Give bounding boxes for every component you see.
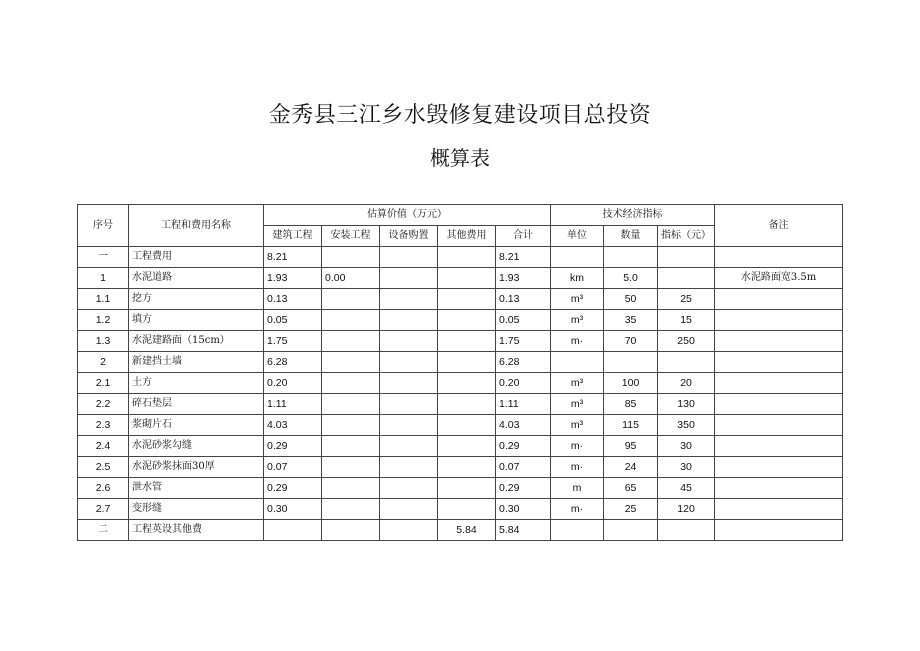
cell-remark [715,478,843,499]
header-seq: 序号 [78,205,129,247]
cell-other [438,331,496,352]
cell-unit [551,352,604,373]
header-other: 其他费用 [438,226,496,247]
cell-name: 水泥道路 [129,268,264,289]
cell-name: 挖方 [129,289,264,310]
cell-construction: 1.93 [264,268,322,289]
header-unit: 单位 [551,226,604,247]
cell-unit: m· [551,499,604,520]
cell-unit: m³ [551,394,604,415]
cell-construction: 1.75 [264,331,322,352]
cell-construction: 0.07 [264,457,322,478]
cell-installation [322,394,380,415]
cell-other [438,394,496,415]
cell-construction: 6.28 [264,352,322,373]
table-row [78,352,843,373]
cell-index [658,520,715,541]
table-row [78,289,843,310]
cell-seq: 1.1 [78,289,129,310]
cell-unit: m· [551,331,604,352]
document-subtitle: 概算表 [430,146,490,170]
cell-name: 填方 [129,310,264,331]
cell-total: 0.07 [496,457,551,478]
cell-quantity: 70 [604,331,658,352]
cell-unit: m³ [551,373,604,394]
cell-remark [715,499,843,520]
cell-other: 5.84 [438,520,496,541]
cell-index [658,268,715,289]
table-row [78,247,843,268]
cell-remark: 水泥路面宽3.5m [715,268,843,289]
cell-construction: 4.03 [264,415,322,436]
table-row [78,499,843,520]
cell-equipment [380,352,438,373]
cell-unit: m· [551,436,604,457]
header-tech-group: 技术经济指标 [551,205,715,226]
cell-remark [715,289,843,310]
cell-remark [715,436,843,457]
cell-total: 0.13 [496,289,551,310]
cell-seq: 1 [78,268,129,289]
cell-total: 0.30 [496,499,551,520]
cell-remark [715,331,843,352]
cell-seq: 一 [78,247,129,268]
header-estimate-group: 估算价值（万元） [264,205,551,226]
cell-total: 1.11 [496,394,551,415]
table-row [78,394,843,415]
cell-equipment [380,310,438,331]
cell-index: 120 [658,499,715,520]
cell-total: 0.05 [496,310,551,331]
cell-quantity: 50 [604,289,658,310]
header-installation: 安装工程 [322,226,380,247]
cell-quantity: 5.0 [604,268,658,289]
cell-name: 碎石垫层 [129,394,264,415]
cell-quantity: 24 [604,457,658,478]
cell-remark [715,415,843,436]
cell-remark [715,247,843,268]
cell-equipment [380,457,438,478]
cell-remark [715,310,843,331]
cell-construction [264,520,322,541]
cell-installation [322,520,380,541]
cell-other [438,457,496,478]
cell-name: 水泥砂浆抹面30厚 [129,457,264,478]
cell-other [438,352,496,373]
cell-quantity [604,520,658,541]
header-name: 工程和费用名称 [129,205,264,247]
cell-index: 20 [658,373,715,394]
cell-installation [322,289,380,310]
cell-seq: 2 [78,352,129,373]
cell-construction: 0.29 [264,478,322,499]
cell-unit: m [551,478,604,499]
cell-construction: 0.30 [264,499,322,520]
cell-quantity: 85 [604,394,658,415]
cell-other [438,415,496,436]
cell-equipment [380,415,438,436]
cell-remark [715,373,843,394]
cell-construction: 0.29 [264,436,322,457]
cell-total: 5.84 [496,520,551,541]
cell-total: 0.20 [496,373,551,394]
cell-seq: 2.5 [78,457,129,478]
cell-quantity: 115 [604,415,658,436]
header-total: 合计 [496,226,551,247]
cell-index: 30 [658,457,715,478]
table-row [78,331,843,352]
cell-index: 15 [658,310,715,331]
cell-equipment [380,478,438,499]
cell-seq: 2.3 [78,415,129,436]
cell-installation [322,352,380,373]
table-row [78,310,843,331]
table-row [78,373,843,394]
cell-equipment [380,394,438,415]
cell-installation [322,247,380,268]
cell-name: 变形缝 [129,499,264,520]
cell-seq: 2.2 [78,394,129,415]
cell-construction: 0.05 [264,310,322,331]
cell-other [438,268,496,289]
cell-quantity: 100 [604,373,658,394]
cell-remark [715,457,843,478]
cell-total: 1.93 [496,268,551,289]
header-construction: 建筑工程 [264,226,322,247]
cell-total: 4.03 [496,415,551,436]
cell-index: 25 [658,289,715,310]
cell-seq: 2.4 [78,436,129,457]
cell-remark [715,352,843,373]
cell-index [658,352,715,373]
cell-name: 水泥建路面（15cm） [129,331,264,352]
cell-equipment [380,268,438,289]
cell-equipment [380,331,438,352]
cell-index: 30 [658,436,715,457]
cell-total: 0.29 [496,436,551,457]
cell-quantity [604,247,658,268]
table-header-row-1 [78,205,843,226]
cell-other [438,247,496,268]
cell-installation [322,331,380,352]
cell-index: 130 [658,394,715,415]
cell-installation: 0.00 [322,268,380,289]
cell-total: 6.28 [496,352,551,373]
cell-other [438,499,496,520]
cell-seq: 2.7 [78,499,129,520]
cell-equipment [380,436,438,457]
cell-other [438,373,496,394]
cell-equipment [380,520,438,541]
cell-name: 水泥砂浆勾缝 [129,436,264,457]
cell-equipment [380,373,438,394]
table-row [78,520,843,541]
cell-name: 新建挡土墙 [129,352,264,373]
table-row [78,436,843,457]
cell-equipment [380,289,438,310]
cell-total: 0.29 [496,478,551,499]
cell-installation [322,436,380,457]
cell-other [438,478,496,499]
cell-unit: m³ [551,289,604,310]
cell-unit [551,247,604,268]
cell-index: 350 [658,415,715,436]
cell-unit: m· [551,457,604,478]
cell-construction: 0.20 [264,373,322,394]
cell-other [438,310,496,331]
cell-remark [715,394,843,415]
cell-quantity: 25 [604,499,658,520]
cell-unit: m³ [551,310,604,331]
cell-installation [322,373,380,394]
cell-construction: 0.13 [264,289,322,310]
table-row [78,457,843,478]
cell-seq: 二 [78,520,129,541]
cell-construction: 8.21 [264,247,322,268]
cell-seq: 2.6 [78,478,129,499]
table-body [78,247,843,541]
cell-equipment [380,499,438,520]
cell-installation [322,478,380,499]
cell-index: 250 [658,331,715,352]
cell-name: 土方 [129,373,264,394]
cell-seq: 1.3 [78,331,129,352]
cell-seq: 1.2 [78,310,129,331]
cell-installation [322,310,380,331]
header-remark: 备注 [715,205,843,247]
cell-index [658,247,715,268]
table-row [78,268,843,289]
cell-quantity: 35 [604,310,658,331]
cell-construction: 1.11 [264,394,322,415]
cell-other [438,436,496,457]
cell-name: 浆砌片石 [129,415,264,436]
table-row [78,415,843,436]
cell-name: 泄水管 [129,478,264,499]
cell-name: 工程费用 [129,247,264,268]
cost-estimate-table [77,204,843,541]
cell-installation [322,415,380,436]
cell-unit [551,520,604,541]
table-row [78,478,843,499]
cell-quantity [604,352,658,373]
cell-total: 8.21 [496,247,551,268]
cell-equipment [380,247,438,268]
cell-other [438,289,496,310]
header-index: 指标（元） [658,226,715,247]
cell-seq: 2.1 [78,373,129,394]
cell-unit: m³ [551,415,604,436]
document-title: 金秀县三江乡水毁修复建设项目总投资 [268,103,652,128]
header-quantity: 数量 [604,226,658,247]
cell-index: 45 [658,478,715,499]
cell-name: 工程英设其他费 [129,520,264,541]
cell-quantity: 65 [604,478,658,499]
cell-installation [322,499,380,520]
cell-quantity: 95 [604,436,658,457]
cell-remark [715,520,843,541]
cell-unit: km [551,268,604,289]
cell-installation [322,457,380,478]
cell-total: 1.75 [496,331,551,352]
header-equipment: 设备购置 [380,226,438,247]
